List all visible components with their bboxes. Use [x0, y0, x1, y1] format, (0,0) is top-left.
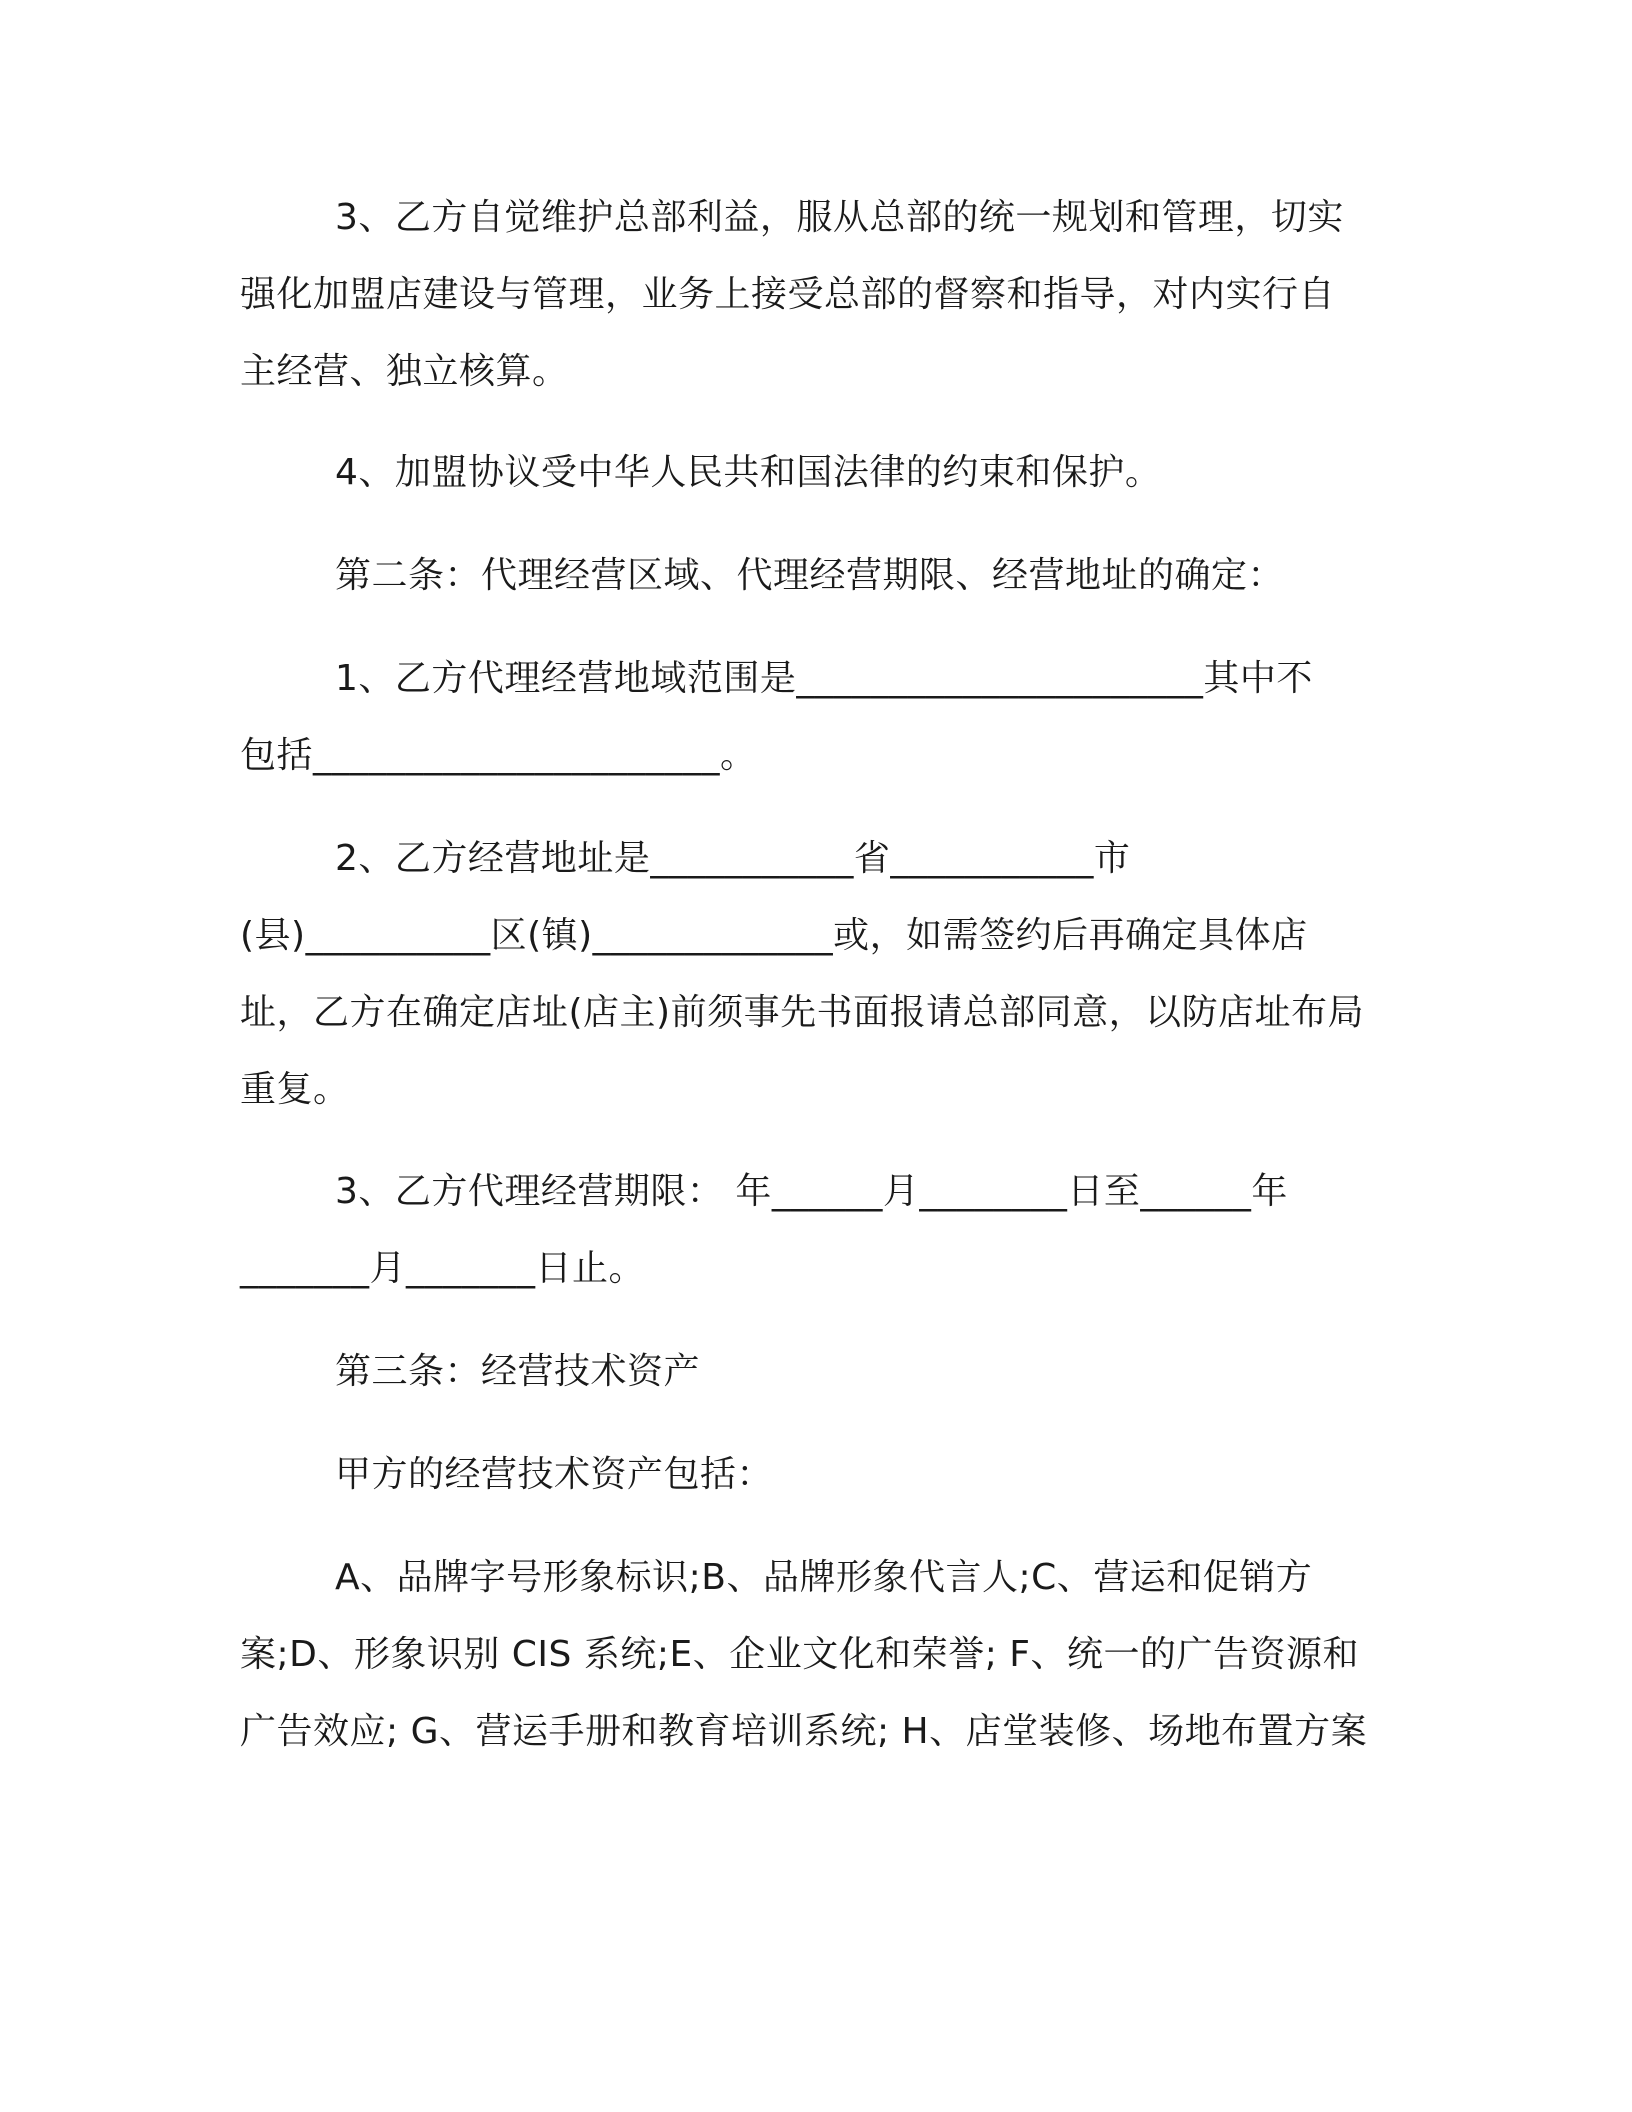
- article-3-list-line-2: 案;D、形象识别 CIS 系统;E、企业文化和荣誉; F、统一的广告资源和: [240, 1634, 1359, 1675]
- clause-2-1-line-1: 1、乙方代理经营地域范围是______________________其中不: [335, 658, 1313, 699]
- article-3-list-line-1: A、品牌字号形象标识;B、品牌形象代言人;C、营运和促销方: [335, 1557, 1313, 1598]
- clause-1-3-line-1: 3、乙方自觉维护总部利益，服从总部的统一规划和管理，切实: [335, 197, 1344, 238]
- clause-1-4: 4、加盟协议受中华人民共和国法律的约束和保护。: [335, 452, 1162, 493]
- article-3-intro: 甲方的经营技术资产包括：: [335, 1454, 774, 1495]
- clause-2-3-line-2: _______月_______日止。: [240, 1248, 646, 1289]
- clause-1-3-line-3: 主经营、独立核算。: [240, 351, 569, 392]
- clause-2-3-line-1: 3、乙方代理经营期限： 年______月________日至______年: [335, 1171, 1288, 1212]
- clause-2-2-line-2: (县)__________区(镇)_____________或，如需签约后再确定具体店: [240, 915, 1308, 956]
- article-3-list-line-3: 广告效应; G、营运手册和教育培训系统; H、店堂装修、场地布置方案: [240, 1711, 1368, 1752]
- clause-1-3-line-2: 强化加盟店建设与管理，业务上接受总部的督察和指导，对内实行自: [240, 274, 1336, 315]
- clause-2-2-line-4: 重复。: [240, 1069, 350, 1110]
- article-3-heading: 第三条：经营技术资产: [335, 1351, 701, 1392]
- clause-2-2-line-3: 址，乙方在确定店址(店主)前须事先书面报请总部同意，以防店址布局: [240, 992, 1365, 1033]
- clause-2-1-line-2: 包括______________________。: [240, 735, 757, 776]
- article-2-heading: 第二条：代理经营区域、代理经营期限、经营地址的确定：: [335, 555, 1285, 596]
- clause-2-2-line-1: 2、乙方经营地址是___________省___________市: [335, 838, 1131, 879]
